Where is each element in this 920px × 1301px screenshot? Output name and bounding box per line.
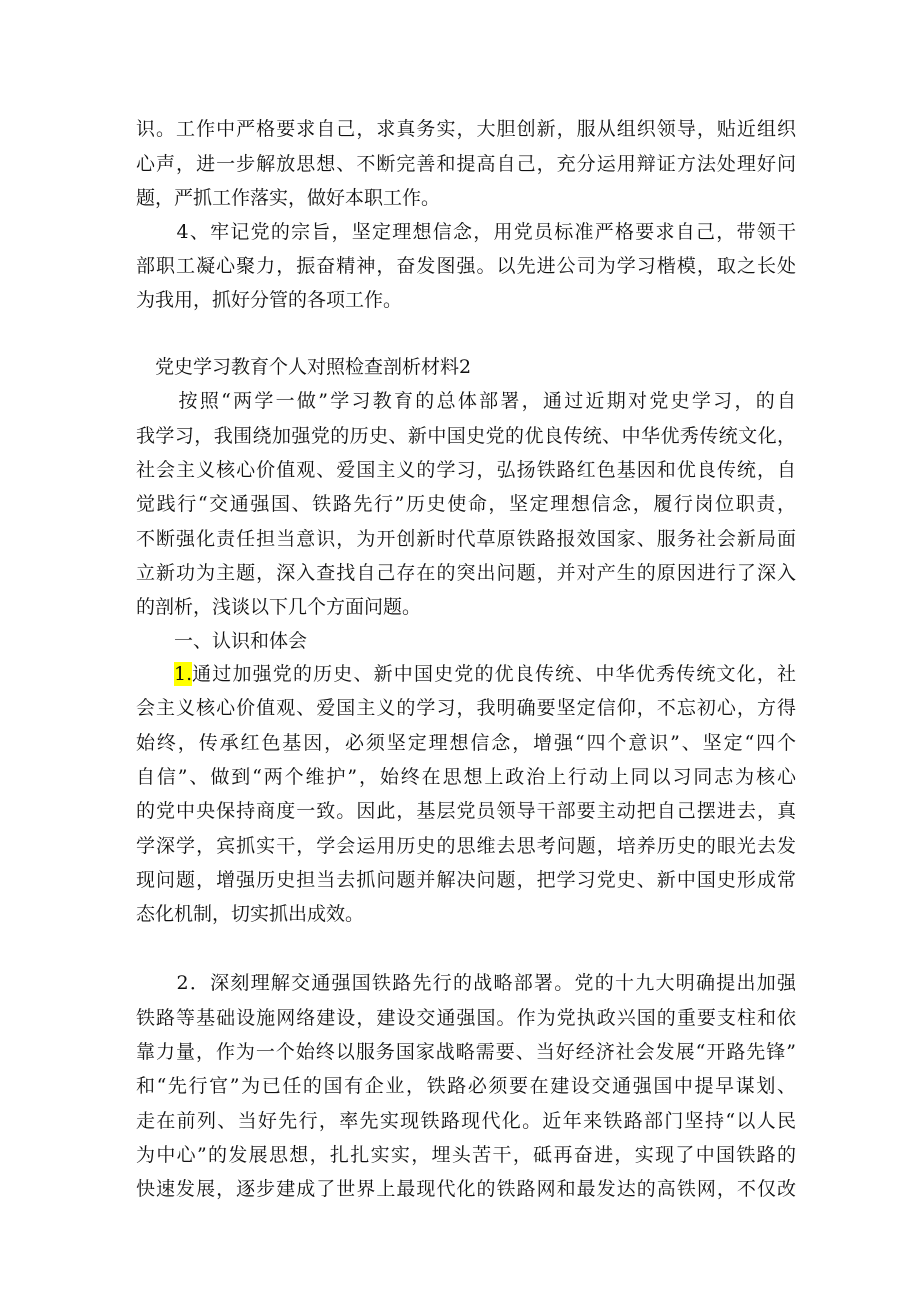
paragraph-line: 2．深刻理解交通强国铁路先行的战略部署。党的十九大明确提出加强 [136,972,796,994]
paragraph-line: 靠力量，作为一个始终以服务国家战略需要、当好经济社会发展“开路先锋” [136,1041,796,1063]
paragraph-line: 的党中央保持商度一致。因此，基层党员领导干部要主动把自己摆进去，真 [136,800,796,822]
paragraph-line: 为中心”的发展思想，扎扎实实，埋头苦干，砥再奋进，实现了中国铁路的 [136,1144,796,1166]
paragraph-line: 立新功为主题，深入查找自己存在的突出问题，并对产生的原因进行了深入 [136,562,796,584]
paragraph-line: 学深学，宾抓实干，学会运用历史的思维去思考问题，培养历史的眼光去发 [136,835,796,857]
section-heading: 一、认识和体会 [136,630,308,652]
paragraph-line: 和“先行官”为已任的国有企业，铁路必须要在建设交通强国中提早谋划、 [136,1075,796,1097]
paragraph-line [136,662,796,686]
paragraph-line: 社会主义核心价值观、爱国主义的学习，弘扬铁路红色基因和优良传统，自 [136,459,796,481]
paragraph-line: 现问题，增强历史担当去抓问题并解决问题，把学习党史、新中国史形成常 [136,869,796,891]
paragraph-line: 4、牢记党的宗旨，坚定理想信念，用党员标准严格要求自己，带领干 [136,221,796,243]
paragraph-line: 按照“两学一做”学习教育的总体部署，通过近期对党史学习，的自 [136,390,796,412]
paragraph-line: 会主义核心价值观、爱国主义的学习，我明确要坚定信仰，不忘初心，方得 [136,697,796,719]
indent-spacer [136,662,174,686]
paragraph-line: 我学习，我围绕加强党的历史、新中国史党的优良传统、中华优秀传统文化， [136,425,796,447]
paragraph-line: 始终，传承红色基因，必须坚定理想信念，增强“四个意识”、坚定“四个 [136,732,796,754]
paragraph-line: 态化机制，切实抓出成效。 [136,903,365,925]
paragraph-line: 题，严抓工作落实，做好本职工作。 [136,187,441,209]
paragraph-line: 快速发展，逐步建成了世界上最现代化的铁路网和最发达的高铁网，不仅改 [136,1178,796,1200]
paragraph-line: 心声，进一步解放思想、不断完善和提高自己，充分运用辩证方法处理好问 [136,153,796,175]
paragraph-text: 通过加强党的历史、新中国史党的优良传统、中华优秀传统文化，社 [192,663,796,685]
paragraph-line: 的剖析，浅谈以下几个方面问题。 [136,596,422,618]
paragraph-line: 走在前列、当好先行，率先实现铁路现代化。近年来铁路部门坚持“以人民 [136,1110,796,1132]
paragraph-line: 部职工凝心聚力，振奋精神，奋发图强。以先进公司为学习楷模，取之长处 [136,255,796,277]
paragraph-line: 识。工作中严格要求自己，求真务实，大胆创新，服从组织领导，贴近组织 [136,118,796,140]
section-title: 党史学习教育个人对照检查剖析材料2 [136,356,472,378]
paragraph-line: 觉践行“交通强国、铁路先行”历史使命，坚定理想信念，履行岗位职责， [136,493,796,515]
paragraph-line: 铁路等基础设施网络建设，建设交通强国。作为党执政兴国的重要支柱和依 [136,1007,796,1029]
paragraph-line: 自信”、做到“两个维护”，始终在思想上政治上行动上同以习同志为核心 [136,766,796,788]
paragraph-line: 不断强化责任担当意识，为开创新时代草原铁路报效国家、服务社会新局面 [136,528,796,550]
paragraph-line: 为我用，抓好分管的各项工作。 [136,289,403,311]
highlighted-list-number: 1. [174,663,193,685]
